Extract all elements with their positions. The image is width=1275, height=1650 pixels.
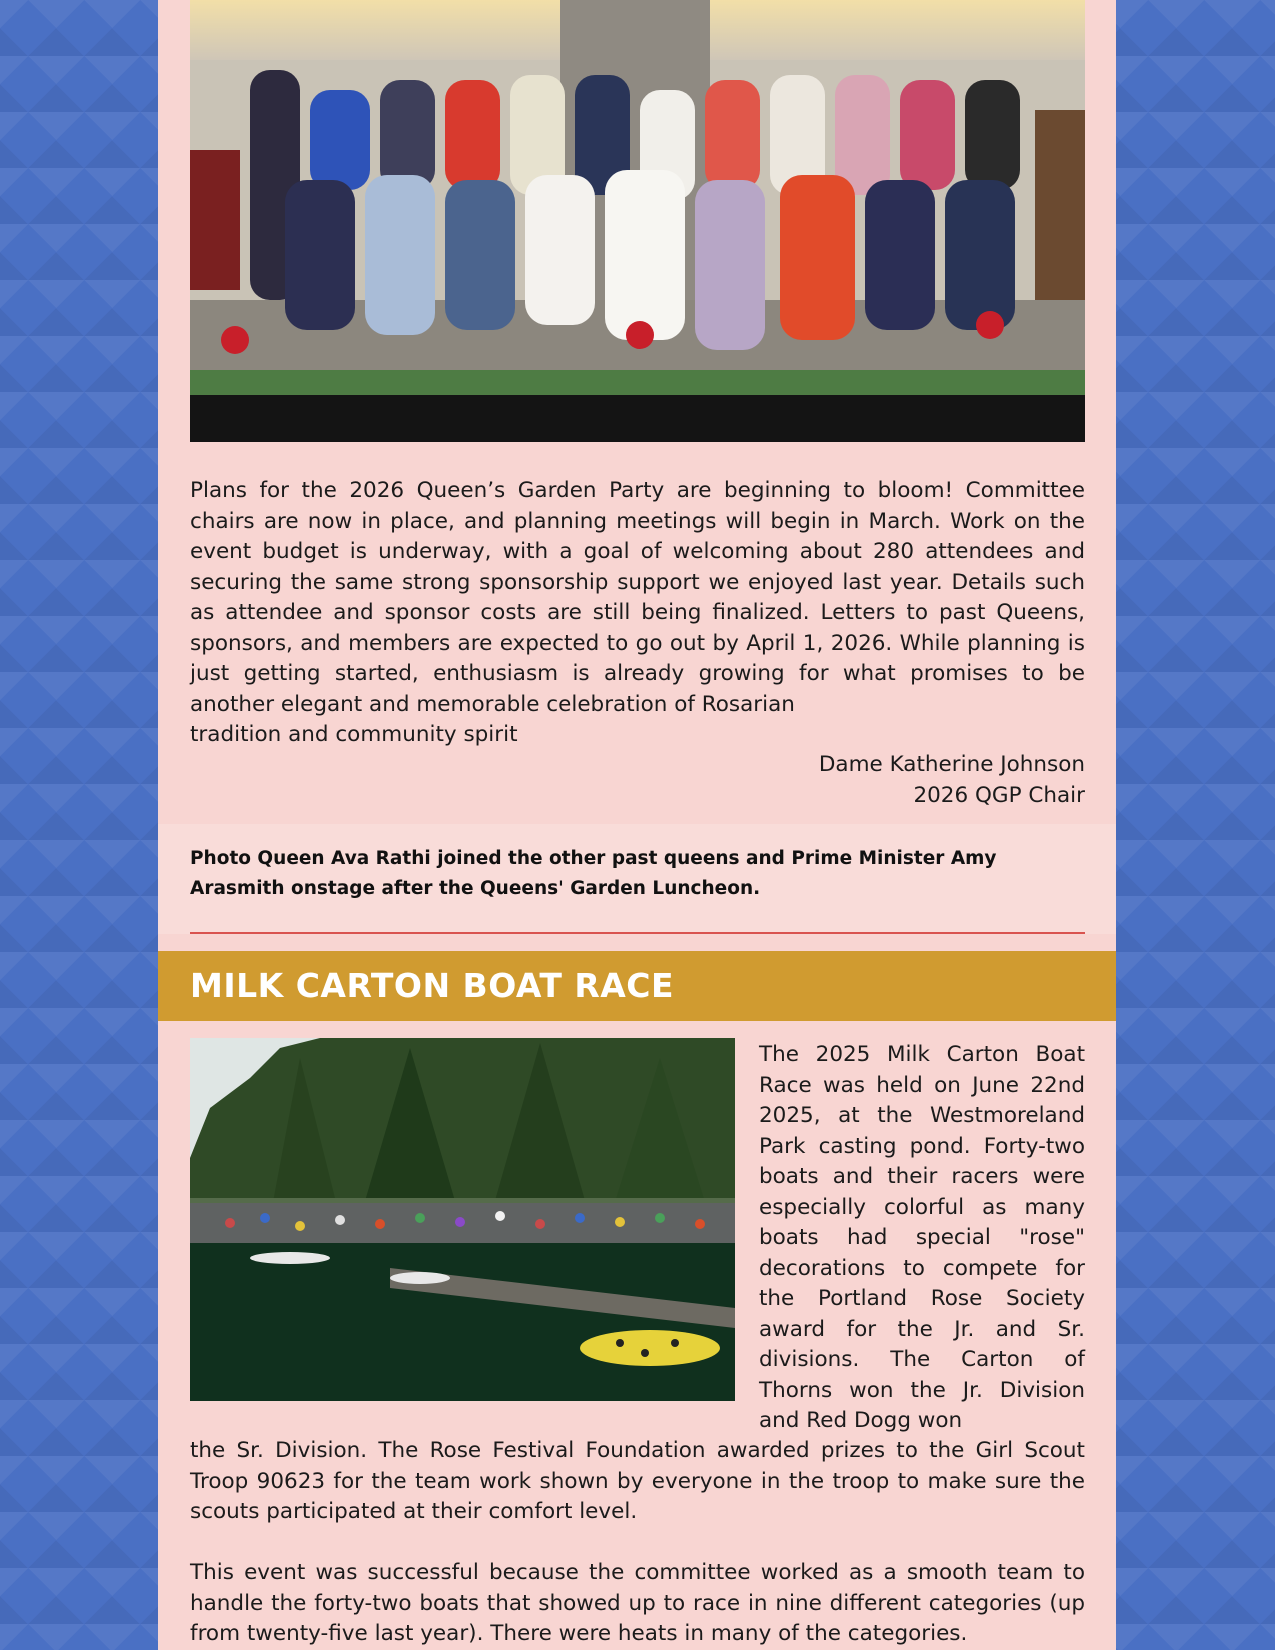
garden-party-paragraph: Plans for the 2026 Queen’s Garden Party are beginning to bloom! Committee chairs are now in place, and planning meetings will begin in March. Work on the event budget is underway, with a goal of welcoming about 280 attendees and securing the same strong sponsorship support we enjoyed last year. Details such as attendee and sponsor costs are still being finalized. Letters to past Queens, sponsors, and members are expected to go out by April 1, 2026. While planning is just getting started, enthusiasm is already growing for what promises to be another elegant and memorable celebration of Rosarian xyxy=(190,478,1085,717)
group-photo-illustration xyxy=(190,0,1085,442)
signature-block xyxy=(190,750,1085,811)
signature-title: 2026 QGP Chair xyxy=(913,782,1085,808)
section-divider xyxy=(190,932,1085,934)
signature-name: Dame Katherine Johnson xyxy=(818,752,1085,777)
boat-race-continued xyxy=(190,1436,1085,1528)
garden-party-paragraph-end: tradition and community spirit xyxy=(190,722,518,747)
boat-race-side-text xyxy=(759,1040,1085,1437)
caption-block xyxy=(158,824,1116,934)
boat-race-paragraph-continued: the Sr. Division. The Rose Festival Foundation awarded prizes to the Girl Scout Troop 90623 for the team work shown by everyone in the troop to make sure the scouts participated at their comfort level. xyxy=(190,1438,1085,1524)
boat-race-second xyxy=(190,1558,1085,1650)
group-photo-garden-luncheon xyxy=(190,0,1085,442)
boat-race-photo xyxy=(190,1038,735,1401)
boat-race-paragraph-start: The 2025 Milk Carton Boat Race was held on June 22nd 2025, at the Westmoreland Park casting pond. Forty-two boats and their racers were especially colorful as many boats had special "rose" decorations to compete for the Portland Rose Society award for the Jr. and Sr. divisions. The Carton of Thorns won the Jr. Division and Red Dogg won xyxy=(759,1042,1085,1433)
boat-race-paragraph-second: This event was successful because the committee worked as a smooth team to handle the forty-two boats that showed up to race in nine different categories (up from twenty-five last year). There were heats in many of the categories. xyxy=(190,1560,1085,1646)
section-heading-boat-race: MILK CARTON BOAT RACE xyxy=(158,951,1116,1021)
boat-race-illustration xyxy=(190,1038,735,1401)
newsletter-card xyxy=(158,0,1116,1650)
photo-caption: Photo Queen Ava Rathi joined the other past queens and Prime Minister Amy Arasmith onstage after the Queens' Garden Luncheon. xyxy=(190,848,997,899)
garden-party-text xyxy=(190,476,1085,751)
